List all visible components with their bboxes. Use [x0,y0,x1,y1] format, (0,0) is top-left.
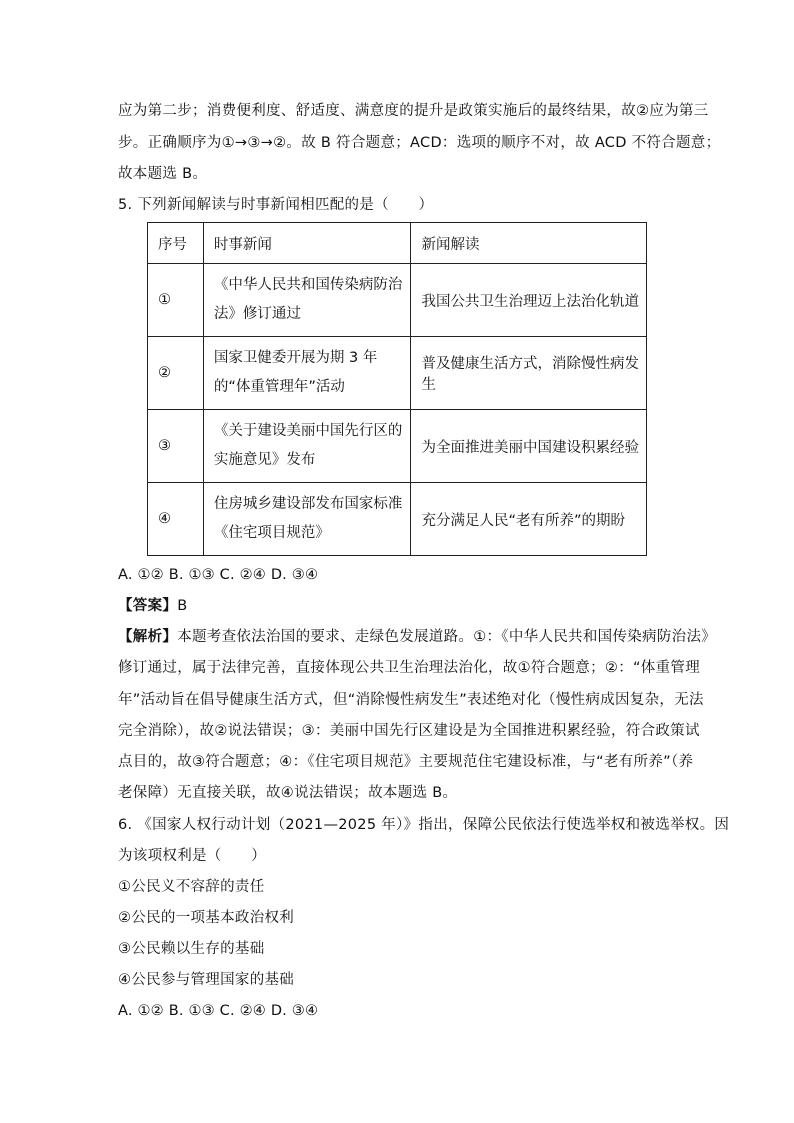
paragraph-line: 应为第二步；消费便利度、舒适度、满意度的提升是政策实施后的最终结果，故②应为第三 [118,103,709,119]
row-no: ③ [148,410,204,483]
answer-line [118,596,187,616]
header-reading: 新闻解读 [411,223,647,264]
analysis-line: 完全消除），故②说法错误；③：美丽中国先行区建设是为全国推进积累经验，符合政策试 [118,723,700,739]
paragraph-line: 步。正确顺序为①→③→②。故 B 符合题意；ACD：选项的顺序不对，故 ACD 不符合题意； [118,135,721,151]
header-no: 序号 [148,223,204,264]
table-row [148,337,647,410]
news-table [147,222,647,556]
question-6-item: ③公民赖以生存的基础 [118,941,265,957]
paragraph-line: 故本题选 B。 [118,166,208,182]
question-6-item: ①公民义不容辞的责任 [118,879,265,895]
question-6-item: ②公民的一项基本政治权利 [118,910,295,926]
header-news: 时事新闻 [203,223,411,264]
question-6-stem: 6. 《国家人权行动计划（2021—2025 年）》指出，保障公民依法行使选举权和被选举权。因 [118,817,730,833]
row-reading: 充分满足人民“老有所养”的期盼 [411,483,647,556]
answer-label: 【答案】 [118,598,178,614]
row-reading: 普及健康生活方式，消除慢性病发生 [411,337,647,410]
row-reading: 为全面推进美丽中国建设积累经验 [411,410,647,483]
question-6-options: A. ①② B. ①③ C. ②④ D. ③④ [118,1003,319,1019]
analysis-line: 老保障）无直接关联，故④说法错误；故本题选 B。 [118,785,458,801]
row-no: ② [148,337,204,410]
analysis-line: 【解析】本题考查依法治国的要求、走绿色发展道路。①：《中华人民共和国传染病防治法》 [118,629,717,645]
row-reading: 我国公共卫生治理迈上法治化轨道 [411,264,647,337]
row-news: 《关于建设美丽中国先行区的实施意见》发布 [203,410,411,483]
table-row [148,264,647,337]
question-5-stem: 5. 下列新闻解读与时事新闻相匹配的是（ ） [118,197,434,213]
analysis-line: 点目的，故③符合题意；④：《住宅项目规范》主要规范住宅建设标准，与“老有所养”（养 [118,754,694,770]
question-5-options: A. ①② B. ①③ C. ②④ D. ③④ [118,567,319,583]
row-no: ④ [148,483,204,556]
table-row [148,410,647,483]
row-news: 《中华人民共和国传染病防治法》修订通过 [203,264,411,337]
question-6-stem: 为该项权利是（ ） [118,848,266,864]
question-6-item: ④公民参与管理国家的基础 [118,972,295,988]
table-header-row [148,223,647,264]
row-news: 住房城乡建设部发布国家标准《住宅项目规范》 [203,483,411,556]
analysis-label: 【解析】 [118,629,178,645]
analysis-line: 年”活动旨在倡导健康生活方式，但“消除慢性病发生”表述绝对化（慢性病成因复杂，无法 [118,692,704,708]
row-no: ① [148,264,204,337]
analysis-line: 修订通过，属于法律完善，直接体现公共卫生治理法治化，故①符合题意；②：“体重管理 [118,660,701,676]
answer-value: B [177,598,188,614]
row-news: 国家卫健委开展为期 3 年的“体重管理年”活动 [203,337,411,410]
table-row [148,483,647,556]
